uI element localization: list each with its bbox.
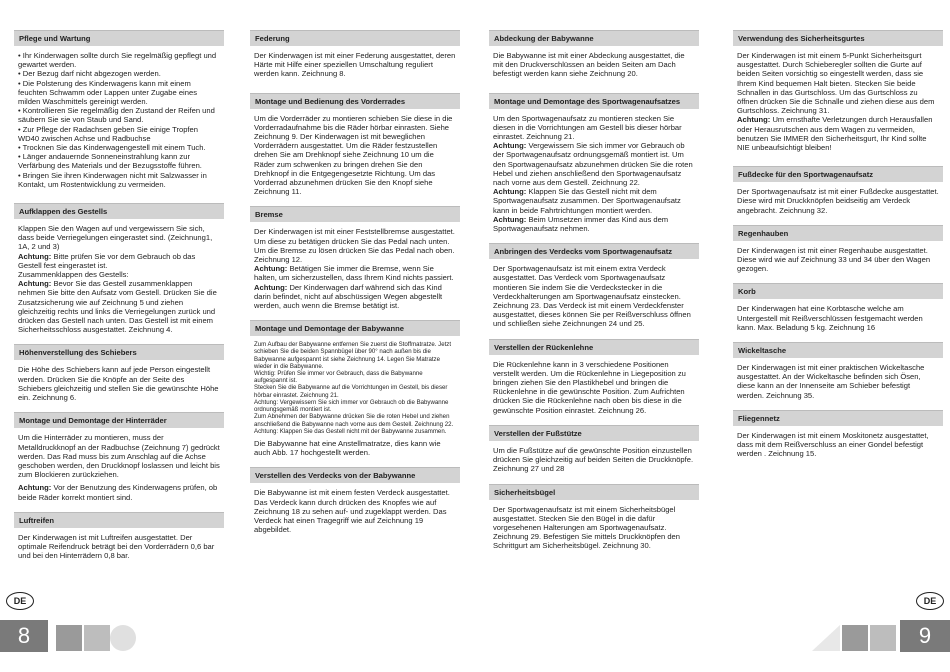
section-title: Montage und Demontage der Hinterräder <box>14 412 224 428</box>
paragraph: Die Babywanne ist mit einem festen Verdeck ausgestattet. Das Verdeck kann durch drücken des Knopfes wie auf Zeichnung 18 zu sehen auf- und zugeklappt werden. Das Verdeck hat einen Tragegriff wie auf Zeichnung 19 abgebildet. <box>254 488 450 535</box>
section-title: Verstellen der Fußstütze <box>489 425 699 441</box>
column-1 <box>14 30 224 570</box>
section-buegel <box>489 484 699 551</box>
section-title: Bremse <box>250 206 460 222</box>
paragraph: Der Kinderwagen ist mit einer Federung ausgestattet, deren Härte mit Hilfe einer speziellen Umschaltung reguliert werden kann. Zeichnung 8. <box>254 51 456 79</box>
page-number-left: 8 <box>0 620 48 652</box>
section-fussstuetze <box>489 425 699 474</box>
list-item: • Zur Pflege der Radachsen geben Sie einige Tropfen WD40 zwischen Achse und Radbuchse <box>18 125 220 143</box>
section-federung <box>250 30 460 79</box>
section-babywanne <box>250 320 460 457</box>
footer-square <box>842 625 868 651</box>
section-verdeck-babywanne <box>250 467 460 534</box>
warning-label: Achtung: <box>254 282 288 292</box>
small-paragraph <box>250 341 460 435</box>
footer-square <box>56 625 82 651</box>
language-badge-left: DE <box>6 592 34 610</box>
warning-label: Achtung: <box>18 279 52 289</box>
column-2 <box>250 30 460 544</box>
section-title: Fußdecke für den Sportwagenaufsatz <box>733 166 943 182</box>
language-badge-right: DE <box>916 592 944 610</box>
text: Zum Abnehmen der Babywanne drücken Sie die roten Hebel und ziehen anschließend die Babywanne nach vorne aus dem Gestell. Zeichnung 22. <box>254 413 454 428</box>
text: Bitte prüfen Sie vor dem Gebrauch ob das Gestell fest eingerastet ist. <box>18 251 196 270</box>
list-item: • Kontrollieren Sie regelmäßig den Zustand der Reifen und säubern Sie sie von Staub und Sand. <box>18 106 220 124</box>
section-sportaufsatz <box>489 93 699 234</box>
paragraph: Der Kinderwagen ist mit einem Moskitonetz ausgestattet, dass mit dem Reißverschluss an einer Gondel befestigt werden . Zeichnung 15. <box>737 430 929 459</box>
section-title: Federung <box>250 30 460 46</box>
text: Klappen Sie den Wagen auf und vergewissern Sie sich, dass beide Verriegelungen eingerastet sind. (Zeichnung1, 1A, 2 und 3) <box>18 224 213 252</box>
section-title: Regenhauben <box>733 225 943 241</box>
warning-label: Achtung: <box>737 115 771 125</box>
bullet-list <box>14 51 224 189</box>
section-title: Aufklappen des Gestells <box>14 203 224 219</box>
text: Der Kinderwagen ist mit einem 5-Punkt Sicherheitsgurt ausgestattet. Durch Schieberegler sollten die Gurte auf beiden Seiten vorsichtig so eingestellt werden, dass sie Ihrem Kind bequemen Halt bieten. Stecken Sie beide Schnallen in das Gurtschloss. Um das Gurtschloss zu öffnen drücken Sie die Schnalle und ziehen diese aus dem Gurtschloss. Zeichnung 31. <box>737 51 935 116</box>
paragraph: Der Kinderwagen ist mit Luftreifen ausgestattet. Der optimale Reifendruck beträgt bei den Vorderrädern 0,6 bar und bei den Hinterrädern 0,8 bar. <box>18 532 215 561</box>
section-pflege <box>14 30 224 189</box>
paragraph: Um die Vorderräder zu montieren schieben Sie diese in die Vorderradaufnahme bis die Räder hörbar einrasten. Siehe Zeichnung 9. Der Kinderwagen ist mit beweglichen Vorderrädern ausgestattet. Um die Räder festzustellen drehen Sie am Drehknopf siehe Zeichnung 10 um die Räder zum schwenken zu bringen drehen Sie den Drehknopf in die Entgegengesetzte Richtung. Um das Vorderrad abzunehmen drücken Sie den Knopf siehe Zeichnung 11. <box>254 113 453 197</box>
section-verdeck-sport <box>489 243 699 328</box>
section-wickeltasche <box>733 342 943 400</box>
text: Vergewissern Sie sich immer vor Gebrauch ob der Sportwagenaufsatz ordnungsgemäß montiert ist. Um den Sportwagenaufsatz abzunehmen drücken Sie die roten Hebel und ziehen anschließend den Sportwagenaufsatz nach vorne aus dem Gestell. Zeichnung 22. <box>493 141 693 188</box>
warning-label: Achtung: <box>18 483 52 493</box>
section-hinterraeder <box>14 412 224 501</box>
section-title: Luftreifen <box>14 512 224 528</box>
list-item: • Trocknen Sie das Kinderwagengestell mit einem Tuch. <box>18 143 220 152</box>
text: Beim Umsetzen immer das Kind aus dem Sportwagenaufsatz nehmen. <box>493 214 669 234</box>
section-gurt <box>733 30 943 152</box>
paragraph <box>14 224 224 334</box>
column-4 <box>733 30 943 468</box>
section-title: Wickeltasche <box>733 342 943 358</box>
text: Bevor Sie das Gestell zusammenklappen nehmen Sie bitte den Aufsatz vom Gestell. Drücken Sie die Zusatzsicherung wie auf Zeichnung 5 und ziehen gleichzeitig rechts und links die Verriegelungen zurück und drücken das Gestell nach unten. Das Gestell ist mit einem Sicherheitsschloss ausgestattet. Zeichnung 4. <box>18 279 217 335</box>
paragraph <box>489 114 699 234</box>
paragraph: Die Rückenlehne kann in 3 verschiedene Positionen verstellt werden. Um die Rückenlehne in Liegeposition zu bringen ziehen Sie den Plastikhebel und bringen die Rückenlehne in die gewünschte Position. Zum Aufrichten drücken Sie die Rückenlehne nach oben bis diese in die gewünschte Position einrastet. Zeichnung 26. <box>493 359 686 415</box>
paragraph: Die Babywanne ist mit einer Abdeckung ausgestattet, die mit den Druckverschlüssen an beiden Seiten am Dach befestigt werden kann siehe Zeichnung 20. <box>493 51 685 79</box>
section-title: Höhenverstellung des Schiebers <box>14 344 224 360</box>
text: Zum Aufbau der Babywanne entfernen Sie zuerst die Stoffmatratze. Jetzt schieben Sie die beiden Spannbügel über 90° nach außen bis die Babywanne aufgespannt ist siehe Zeichnung 14. Legen Sie Matratze wieder in die Babywanne. <box>254 341 452 370</box>
list-item: • Die Polsterung des Kinderwagens kann mit einem feuchten Schwamm oder Lappen unter Zugabe eines milden Waschmittels gereinigt werden. <box>18 79 220 107</box>
paragraph: Der Kinderwagen hat eine Korbtasche welche am Untergestell mit Reißverschlüssen festgemacht werden kann. Max. Beladung 5 kg. Zeichnung 16 <box>737 304 923 332</box>
paragraph: Der Kinderwagen ist mit einer praktischen Wickeltasche ausgestattet. An der Wickeltasche befinden sich Ösen, diese kann an der Innenseite am Schieber befestigt werden. Zeichnung 35. <box>737 363 925 400</box>
page-number-right: 9 <box>900 620 950 652</box>
text: Achtung: Vergewissern Sie sich immer vor Gebrauch ob die Babywanne ordnungsgemäß montiert ist. <box>254 398 449 414</box>
paragraph: Die Babywanne hat eine Anstellmatratze, dies kann wie auch Abb. 17 hochgestellt werden. <box>254 438 441 458</box>
section-title: Verstellen der Rückenlehne <box>489 339 699 355</box>
section-title: Montage und Demontage der Babywanne <box>250 320 460 336</box>
paragraph: Um die Hinterräder zu montieren, muss der Metalldruckknopf an der Radbuchse (Zeichnung 7) gedrückt werden. Das Rad muss bis zum Anschlag auf die Achse geschoben werden, den Druckknopf loslassen und leicht bis zum Blockieren zurückziehen. <box>18 433 220 480</box>
warning-label: Achtung: <box>18 251 52 261</box>
footer-triangle-icon <box>812 625 840 651</box>
section-title: Pflege und Wartung <box>14 30 224 46</box>
section-title: Anbringen des Verdecks vom Sportwagenaufsatz <box>489 243 699 259</box>
section-title: Verstellen des Verdecks von der Babywanne <box>250 467 460 483</box>
section-title: Montage und Bedienung des Vorderrades <box>250 93 460 109</box>
footer-square <box>870 625 896 651</box>
paragraph: Der Kinderwagen ist mit einer Regenhaube ausgestattet. Diese wird wie auf Zeichnung 33 und 34 über den Wagen gezogen. <box>737 245 931 274</box>
section-title: Verwendung des Sicherheitsgurtes <box>733 30 943 46</box>
warning-label: Achtung: <box>254 264 288 274</box>
paragraph: Der Sportwagenaufsatz ist mit einem Sicherheitsbügel ausgestattet. Stecken Sie den Bügel in die dafür vorgesehenen Halterungen am Sportwagenaufsatz. Zeichnung 29. Befestigen Sie mittels Druckknöpfen den Schrittgurt am Sicherheitsbügel. Zeichnung 30. <box>493 504 680 551</box>
section-vorderrad <box>250 93 460 197</box>
section-title: Korb <box>733 283 943 299</box>
section-rueckenlehne <box>489 339 699 415</box>
text: Wichtig: Prüfen Sie immer vor Gebrauch, dass die Babywanne aufgespannt ist. <box>254 370 423 385</box>
paragraph: Die Höhe des Schiebers kann auf jede Person eingestellt werden. Drücken Sie die Knöpfe an der Seite des Schiebers gleichzeitig und stellen Sie die gewünschte Höhe ein. Zeichnung 6. <box>18 365 219 403</box>
warning-label: Achtung: <box>493 141 527 151</box>
text: Achtung: Klappen Sie das Gestell nicht mit der Babywanne zusammen. <box>254 427 447 435</box>
list-item: • Der Bezug darf nicht abgezogen werden. <box>18 69 220 78</box>
section-title: Abdeckung der Babywanne <box>489 30 699 46</box>
paragraph: Der Sportwagenaufsatz ist mit einer Fußdecke ausgestattet. Diese wird mit Druckknöpfen beidseitig am Verdeck angebracht. Zeichnung 32. <box>737 187 939 215</box>
section-title: Montage und Demontage des Sportwagenaufsatzes <box>489 93 699 109</box>
section-abdeckung <box>489 30 699 79</box>
text: Um ernsthafte Verletzungen durch Herausfallen oder Herausrutschen aus dem Wagen zu vermeiden, benutzen Sie IMMER den Sicherheitsgurt, Ihr Kind sollte NIE unbeaufsichtigt bleiben! <box>737 115 933 153</box>
text: Der Kinderwagen darf während sich das Kind darin befindet, nicht auf abschüssigen Wegen abgestellt werden, auch wenn die Bremse betätigt ist. <box>254 282 443 311</box>
section-title: Fliegennetz <box>733 410 943 426</box>
section-bremse <box>250 206 460 310</box>
paragraph <box>250 227 460 310</box>
section-fliegennetz <box>733 410 943 459</box>
text: Der Kinderwagen ist mit einer Feststellbremse ausgestattet. Um diese zu betätigen drücken Sie das Pedal nach unten. Um die Bremse zu lösen drücken Sie das Pedal nach oben. Zeichnung 12. <box>254 227 455 265</box>
footer-circle <box>110 625 136 651</box>
section-hoehen <box>14 344 224 402</box>
section-luftreifen <box>14 512 224 561</box>
footer-square <box>84 625 110 651</box>
text: Stecken Sie die Babywanne auf die Vorrichtungen im Gestell, bis dieser hörbar einrastet. Zeichnung 21. <box>254 384 448 399</box>
warning-label: Achtung: <box>493 187 527 197</box>
section-title: Sicherheitsbügel <box>489 484 699 500</box>
list-item: • Ihr Kinderwagen sollte durch Sie regelmäßig gepflegt und gewartet werden. <box>18 51 220 69</box>
list-item: • Länger andauernde Sonneneinstrahlung kann zur Verfärbung des Materials und der Bezugsstoffe führen. <box>18 152 220 170</box>
paragraph: Der Sportwagenaufsatz ist mit einem extra Verdeck ausgestattet. Das Verdeck vom Sportwagenaufsatz montieren Sie indem Sie die Verdeckstecker in die Verdeckhalterungen am Sportwagenaufsatz einstecken. Zeichnung 23. Das Verdeck ist mit einem Verdeckfenster ausgestattet, dieses können Sie per Reißverschluss öffnen und schließen siehe Zeichnungen 24 und 25. <box>493 264 691 329</box>
text: Um den Sportwagenaufsatz zu montieren stecken Sie diesen in die Vorrichtungen am Gestell bis dieser hörbar einrastet. Zeichnung 21. <box>493 113 682 142</box>
section-korb <box>733 283 943 332</box>
list-item: • Bringen Sie ihren Kinderwagen nicht mit Salzwasser in Kontakt, um Rostentwicklung zu vermeiden. <box>18 171 220 189</box>
text: Vor der Benutzung des Kinderwagens prüfen, ob beide Räder korrekt montiert sind. <box>18 483 218 502</box>
paragraph <box>14 483 224 501</box>
section-regenhauben <box>733 225 943 274</box>
warning-label: Achtung: <box>493 214 527 224</box>
text: Betätigen Sie immer die Bremse, wenn Sie halten, um sicherzustellen, dass Ihrem Kind nichts passiert. <box>254 264 454 283</box>
section-fussdecke <box>733 166 943 215</box>
text: Zusammenklappen des Gestells: <box>18 270 129 280</box>
column-3 <box>489 30 699 561</box>
text: Klappen Sie das Gestell nicht mit dem Sportwagenaufsatz zusammen. Der Sportwagenaufsatz kann in beide Fahrtrichtungen montiert werden. <box>493 187 681 215</box>
paragraph: Um die Fußstütze auf die gewünschte Position einzustellen drücken Sie gleichzeitig auf beiden Seiten die Druckknöpfe. Zeichnung 27 und 28 <box>493 445 694 474</box>
section-aufklappen <box>14 203 224 334</box>
paragraph <box>733 51 943 152</box>
